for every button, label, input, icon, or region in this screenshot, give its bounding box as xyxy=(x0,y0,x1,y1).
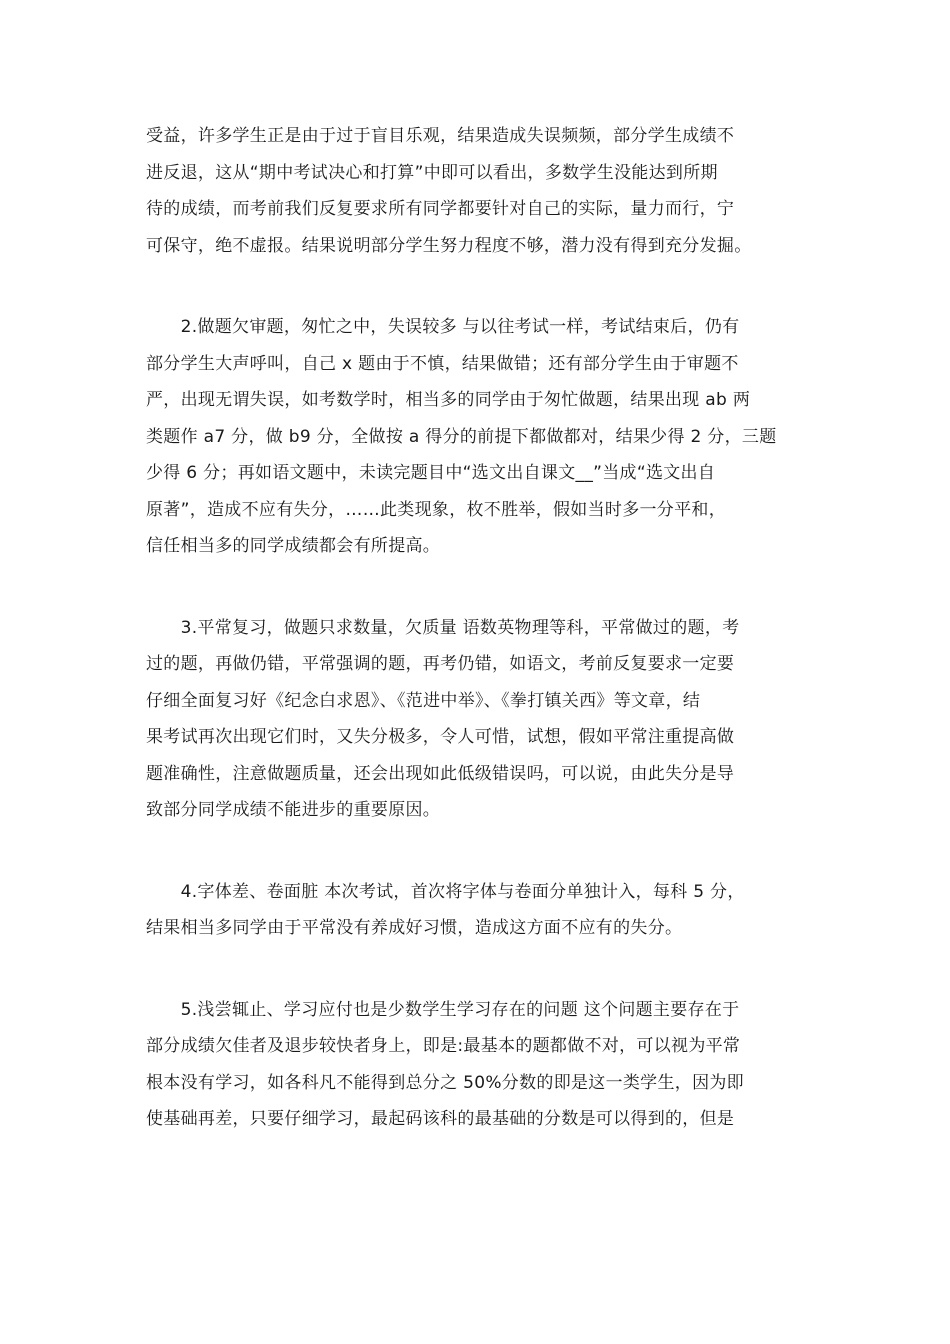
text-line: 根本没有学习，如各科凡不能得到总分之 50%分数的即是这一类学生，因为即 xyxy=(146,1072,744,1093)
text-line: 4.字体差、卷面脏 本次考试，首次将字体与卷面分单独计入，每科 5 分， xyxy=(146,881,745,902)
text-line: 信任相当多的同学成绩都会有所提高。 xyxy=(146,536,441,556)
text-line: 进反退，这从“期中考试决心和打算”中即可以看出，多数学生没能达到所期 xyxy=(146,162,718,183)
paragraph-1 xyxy=(146,118,814,264)
text-line: 部分学生大声呼叫，自己 x 题由于不慎，结果做错；还有部分学生由于审题不 xyxy=(146,353,739,374)
text-line: 使基础再差，只要仔细学习，最起码该科的最基础的分数是可以得到的，但是 xyxy=(146,1109,735,1129)
text-line: 3.平常复习，做题只求数量，欠质量 语数英物理等科，平常做过的题，考 xyxy=(146,617,740,638)
paragraph-5 xyxy=(146,992,814,1138)
text-line: 待的成绩，而考前我们反复要求所有同学都要针对自己的实际，量力而行，宁 xyxy=(146,199,735,219)
text-line: 果考试再次出现它们时，又失分极多，令人可惜，试想，假如平常注重提高做 xyxy=(146,727,735,747)
text-line: 题准确性，注意做题质量，还会出现如此低级错误吗，可以说，由此失分是导 xyxy=(146,763,735,784)
document-body xyxy=(146,118,814,1138)
paragraph-spacer xyxy=(146,947,814,992)
paragraph-spacer xyxy=(146,829,814,874)
text-line: 可保守，绝不虚报。结果说明部分学生努力程度不够，潜力没有得到充分发掘。 xyxy=(146,235,752,256)
text-line: 5.浅尝辄止、学习应付也是少数学生学习存在的问题 这个问题主要存在于 xyxy=(146,999,740,1020)
paragraph-spacer xyxy=(146,264,814,309)
text-line: 仔细全面复习好《纪念白求恩》、《范进中举》、《拳打镇关西》等文章，结 xyxy=(146,690,701,711)
text-line: 受益，许多学生正是由于过于盲目乐观，结果造成失误频频，部分学生成绩不 xyxy=(146,126,735,146)
paragraph-3 xyxy=(146,610,814,829)
text-line: 部分成绩欠佳者及退步较快者身上，即是:最基本的题都做不对，可以视为平常 xyxy=(146,1036,741,1056)
text-line: 结果相当多同学由于平常没有养成好习惯，造成这方面不应有的失分。 xyxy=(146,918,683,938)
paragraph-4 xyxy=(146,874,814,947)
text-line: 原著”，造成不应有失分，……此类现象，枚不胜举，假如当时多一分平和， xyxy=(146,499,727,520)
text-line: 致部分同学成绩不能进步的重要原因。 xyxy=(146,800,441,820)
paragraph-2 xyxy=(146,309,814,565)
text-line: 类题作 a7 分，做 b9 分，全做按 a 得分的前提下都做都对，结果少得 2 分，三题 xyxy=(146,426,777,447)
text-line: 2.做题欠审题，匆忙之中，失误较多 与以往考试一样，考试结束后，仍有 xyxy=(146,317,740,337)
text-line: 过的题，再做仍错，平常强调的题，再考仍错，如语文，考前反复要求一定要 xyxy=(146,654,735,674)
paragraph-spacer xyxy=(146,565,814,610)
text-line: 少得 6 分；再如语文题中，未读完题目中“选文出自课文__”当成“选文出自 xyxy=(146,463,716,483)
text-line: 严，出现无谓失误，如考数学时，相当多的同学由于匆忙做题，结果出现 ab 两 xyxy=(146,390,751,410)
